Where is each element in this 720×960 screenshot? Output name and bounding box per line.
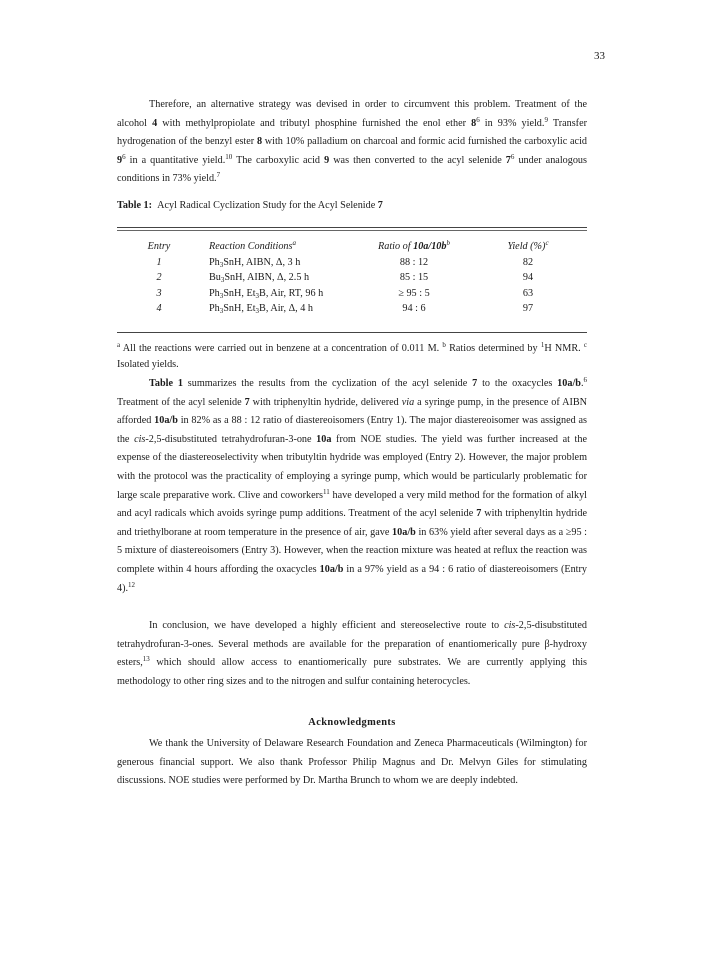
table-row bbox=[117, 301, 587, 317]
conclusion-paragraph: In conclusion, we have developed a highly efficient and stereoselective route to cis-2,5-disubstituted tetrahydrofuran-3-ones. Several methods are available for the preparation of enantiomerically pure β-hydroxy esters,$^{13}$ which should allow access to enantiomerically pure substrates. We are currently applying this methodology to other ring sizes and to the nitrogen and sulfur containing heterocycles. bbox=[117, 620, 587, 687]
cell-entry: 4 bbox=[156, 303, 162, 315]
cell-ratio: ≥ 95 : 5 bbox=[398, 287, 430, 299]
header-yield: Yield (%)$^c$ bbox=[507, 239, 549, 253]
table-footnote: $^a$ All the reactions were carried out in benzene at a concentration of 0.011 M. $^b$ Ratios determined by $^1$H NMR. $^c$ Isolated yields. bbox=[117, 341, 587, 370]
cell-yield: 97 bbox=[522, 303, 534, 315]
discussion-paragraph: Table 1 summarizes the results from the cyclization of the acyl selenide 7 to the oxacycles 10a/b.$^6$ Treatment of the acyl selenide 7 with triphenyltin hydride, delivered via a syringe pump, in the presence of AIBN afforded 10a/b in 82% as a 88 : 12 ratio of diastereoisomers (Entry 1). The major diastereoisomer was assigned as the cis-2,5-disubstituted tetrahydrofuran-3-one 10a from NOE studies. The yield was further increased at the expense of the diastereoselectivity when tributyltin hydride was employed (Entry 2). However, the major problem with the protocol was the practicality of employing a syringe pump, which would be particularly problematic for large scale preparative work. Clive and coworkers$^{11}$ have developed a very mild method for the formation of alkyl and acyl radicals which avoids syringe pump additions. Treatment of the acyl selenide 7 with triphenyltin hydride and triethylborane at room temperature in the presence of air, gave 10a/b in 63% yield after several days as a ≥95 : 5 mixture of diastereoisomers (Entry 3). However, when the reaction mixture was heated at reflux the reaction was complete within 4 hours affording the oxacycles 10a/b in a 97% yield as a 94 : 6 ratio of diastereoisomers (Entry 4).$^{12}$ bbox=[117, 376, 588, 594]
table-row bbox=[117, 255, 587, 271]
header-conditions: Reaction Conditions$^a$ bbox=[209, 239, 296, 253]
table-caption bbox=[117, 200, 383, 211]
table-caption-text: Acyl Radical Cyclization Study for the Acyl Selenide 7 bbox=[157, 200, 383, 211]
cell-yield: 63 bbox=[522, 287, 534, 299]
intro-paragraph: Therefore, an alternative strategy was devised in order to circumvent this problem. Treatment of the alcohol 4 with methylpropiolate and tributyl phosphine furnished the enol ether $8^6$ in 93% yield.$^9$ Transfer hydrogenation of the benzyl ester 8 with 10% palladium on charcoal and formic acid furnished the carboxylic acid $9^6$ in a quantitative yield.$^{10}$ The carboxylic acid 9 was then converted to the acyl selenide $7^6$ under analogous conditions in 73% yield.$^7$ bbox=[117, 99, 587, 185]
results-table bbox=[117, 239, 587, 317]
cell-entry: 2 bbox=[156, 272, 162, 284]
cell-conditions: $Ph_3SnH$, AIBN, Δ, 3 h bbox=[209, 256, 301, 269]
table-top-rule-2 bbox=[117, 230, 587, 231]
table-top-rule bbox=[117, 227, 587, 228]
cell-ratio: 94 : 6 bbox=[402, 303, 426, 315]
acknowledgments-paragraph: We thank the University of Delaware Research Foundation and Zeneca Pharmaceuticals (Wilmington) for generous financial support. We also thank Professor Philip Magnus and Dr. Melvyn Giles for stimulating discussions. NOE studies were performed by Dr. Martha Brunch to whom we are deeply indebted. bbox=[117, 738, 587, 787]
cell-entry: 1 bbox=[156, 256, 162, 268]
cell-yield: 82 bbox=[522, 256, 534, 268]
header-ratio: Ratio of $10a/10b^b$ bbox=[378, 239, 450, 253]
table-row bbox=[117, 286, 587, 302]
cell-yield: 94 bbox=[522, 272, 534, 284]
cell-conditions: $Ph_3SnH$, $Et_3B$, Air, Δ, 4 h bbox=[209, 303, 314, 316]
header-entry: Entry bbox=[147, 241, 171, 253]
cell-entry: 3 bbox=[156, 287, 162, 299]
cell-conditions: $Ph_3SnH$, $Et_3B$, Air, RT, 96 h bbox=[209, 287, 324, 300]
cell-conditions: $Bu_3SnH$, AIBN, Δ, 2.5 h bbox=[209, 272, 310, 285]
cell-ratio: 88 : 12 bbox=[399, 256, 429, 268]
table-bottom-rule bbox=[117, 332, 587, 333]
table-row bbox=[117, 270, 587, 286]
acknowledgments-heading: Acknowledgments bbox=[308, 717, 396, 728]
table-caption-label: Table 1: bbox=[117, 200, 153, 211]
page-number: 33 bbox=[594, 50, 605, 62]
table-header-row bbox=[117, 239, 587, 255]
cell-ratio: 85 : 15 bbox=[399, 272, 429, 284]
